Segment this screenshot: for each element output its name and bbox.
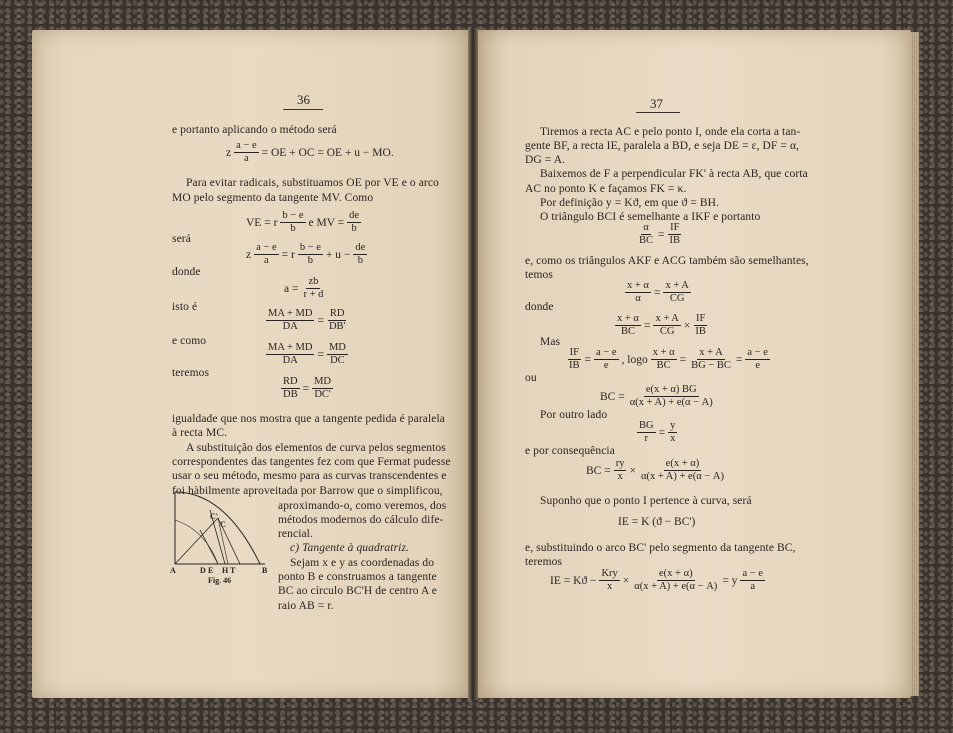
equation: z $\frac{a - e}{a}$ = r $\frac{b - e}{b}$ + u − $\frac{de}{b}$: [246, 242, 366, 266]
text-line: teremos: [172, 367, 210, 379]
fraction-num: de: [355, 242, 366, 253]
equation: BC = $\frac{ry}{x}$ × $\frac{e(x + \alpha)}{\alpha(x + A) + e(\alpha - A)}$: [586, 458, 724, 482]
fraction-num: b − e: [299, 242, 321, 253]
fraction-num: a − e: [596, 347, 617, 358]
equation: [600, 384, 716, 409]
equation: $\frac{MA + MD}{DA}$ = $\frac{RD}{DB'}$: [268, 308, 346, 332]
page-number-rule: [283, 109, 323, 110]
fraction-num: x + α: [627, 280, 649, 291]
page-number-rule: [636, 112, 680, 113]
text-line: Sejam x e y as coordenadas do: [290, 557, 435, 569]
text-line: DG = A.: [525, 154, 566, 166]
fraction-num: de: [349, 210, 360, 221]
equation-text: + u −: [325, 248, 351, 261]
fraction-num: x + α: [652, 347, 675, 358]
figure-caption: Fig. 46: [208, 576, 232, 585]
page-number-left: 36: [297, 92, 310, 107]
text-line: gente BF, a recta IE, paralela a BD, e seja DE = ε, DF = α,: [525, 140, 800, 152]
fraction-den: b: [290, 223, 296, 234]
fraction-num: α: [643, 222, 649, 233]
text-line: ou: [525, 372, 537, 384]
equation: IE = Kϑ − $\frac{\text{Kry}}{x}$ × $\frac{e(x + \alpha)}{\alpha(x + A) + e(\alpha - A)}$ = y $\frac{a - e}{a}$: [550, 568, 763, 592]
equation: [284, 276, 326, 301]
book-gutter: [468, 28, 478, 700]
equation: $\frac{x + \alpha}{BC}$ = $\frac{x + A}{CG}$ × $\frac{IF}{IB}$: [617, 313, 706, 337]
fraction-den: α(x + A) + e(α − A): [629, 397, 713, 408]
fraction-den: α: [635, 293, 641, 304]
fraction-den: a: [244, 153, 249, 164]
fraction-num: MA + MD: [268, 342, 313, 353]
text-line: Tiremos a recta AC e pelo ponto I, onde ela corta a tan-: [540, 126, 801, 138]
text-line: ponto B e construamos a tangente: [278, 571, 437, 583]
equation: $\frac{x + \alpha}{\alpha}$ = $\frac{x + A}{CG}$: [627, 280, 689, 304]
fraction-den: IB: [669, 235, 681, 246]
fraction-num: x + A: [665, 280, 689, 291]
equation-text: e MV =: [308, 216, 345, 229]
fraction-den: IB: [695, 326, 706, 337]
section-heading: c) Tangente à quadratriz.: [290, 542, 409, 554]
fraction-num: Kry: [601, 568, 618, 579]
fraction-num: a − e: [742, 568, 763, 579]
text-line: Suponho que o ponto I pertence à curva, será: [540, 495, 752, 507]
figure-label: B: [262, 566, 268, 575]
fraction-num: MD: [314, 376, 332, 387]
fraction-den: α(x + A) + e(α − A): [634, 581, 718, 592]
text-line: Mas: [540, 336, 561, 348]
fraction-num: a − e: [236, 140, 257, 151]
text-line: donde: [172, 266, 201, 278]
fraction-den: BC: [620, 326, 635, 337]
text-line: A substituição dos elementos de curva pelos segmentos: [186, 442, 446, 454]
equation-text: BC =: [600, 390, 625, 403]
fraction-num: e(x + α): [665, 458, 700, 469]
text-line: será: [172, 233, 191, 245]
figure-label: E: [208, 566, 214, 575]
text-line: Por outro lado: [540, 409, 608, 421]
text-line: BC ao círculo BC'H de centro A e: [278, 585, 437, 597]
fraction-den: BC: [639, 235, 654, 246]
fraction-num: IF: [670, 222, 680, 233]
text-line: temos: [525, 269, 553, 281]
figure-label: C': [210, 512, 218, 521]
text-line: MO pelo segmento da tangente MV. Como: [172, 192, 374, 204]
fraction-den: BC: [656, 360, 671, 371]
fraction-num: a − e: [747, 347, 768, 358]
fraction-num: y: [670, 420, 676, 431]
text-line: aproximando-o, como veremos, dos: [278, 500, 447, 512]
figure-label: C: [220, 520, 226, 529]
fraction-den: CG: [669, 293, 685, 304]
quadratrix-diagram: [170, 490, 270, 570]
equation-text: VE = r: [246, 216, 278, 229]
text-line: Por definição y = Kϑ, em que ϑ = BH.: [540, 197, 720, 209]
fraction-num: RD: [283, 376, 298, 387]
text-line: isto é: [172, 301, 198, 313]
fraction-den: CG: [659, 326, 675, 337]
fraction-den: DA: [282, 321, 298, 332]
text-line: Baixemos de F a perpendicular FK' à recta AB, que corta: [540, 168, 808, 180]
fraction-num: BG: [639, 420, 654, 431]
text-line: correspondentes das tangentes fez com que Fermat pudesse: [172, 456, 451, 468]
equation: $\frac{IF}{IB}$ = $\frac{a - e}{e}$ , logo $\frac{x + \alpha}{BC}$ = $\frac{x + A}{BG - BC}$ = $\frac{a - e}{e}$: [569, 347, 768, 371]
text-line: e, como os triângulos AKF e ACG também são semelhantes,: [525, 255, 809, 267]
fraction-den: b: [351, 223, 357, 234]
fraction-num: x + A: [655, 313, 679, 324]
text-line: e como: [172, 335, 207, 347]
fraction-den: a: [750, 581, 756, 592]
text-line: à recta MC.: [172, 427, 228, 439]
page-number-right: 37: [650, 96, 663, 111]
page-edges: [911, 32, 919, 696]
fraction-num: ry: [615, 458, 625, 469]
fraction-den: r + d: [303, 289, 324, 300]
fraction-num: IF: [569, 347, 579, 358]
equation: [246, 210, 362, 235]
equation: z $\frac{a - e}{a}$ = OE + OC = OE + u − MO.: [226, 140, 394, 164]
fraction-num: b − e: [282, 210, 304, 221]
fraction-num: IF: [695, 313, 706, 324]
text-line: foi hàbilmente aproveitada por Barrow que o simplificou,: [172, 485, 443, 497]
equation: IE = K (ϑ − BC'): [618, 516, 696, 528]
equation: $\frac{RD}{DB}$ = $\frac{MD}{DC'}$: [283, 376, 332, 400]
figure-label: H: [222, 566, 229, 575]
fraction-den: a: [264, 255, 269, 266]
text-line: igualdade que nos mostra que a tangente pedida é paralela: [172, 413, 445, 425]
text-line: e, substituindo o arco BC' pelo segmento da tangente BC,: [525, 542, 796, 554]
equation-text: , logo: [621, 353, 648, 366]
fraction-den: DA: [282, 355, 298, 366]
equation-text: = OE + OC = OE + u − MO.: [261, 146, 394, 159]
text-line: AC no ponto K e façamos FK = κ.: [525, 183, 687, 195]
fraction-num: x + A: [699, 347, 723, 358]
fraction-num: RD: [329, 308, 345, 319]
text-line: rencial.: [278, 528, 313, 540]
fraction-num: zb: [308, 276, 319, 287]
fraction-num: MA + MD: [268, 308, 313, 319]
equation: $\frac{MA + MD}{DA}$ = $\frac{MD}{DC}$: [268, 342, 346, 366]
figure-label: A: [170, 566, 176, 575]
equation-text: = y: [722, 574, 738, 587]
figure-label: T: [230, 566, 236, 575]
text-line: O triângulo BCI é semelhante a IKF e portanto: [540, 211, 761, 223]
fraction-den: e: [603, 360, 609, 371]
text-line: teremos: [525, 556, 563, 568]
fraction-den: DB': [328, 321, 346, 332]
fraction-den: BG − BC: [691, 360, 731, 371]
fraction-den: IB: [569, 360, 580, 371]
text-line: donde: [525, 301, 554, 313]
fraction-num: MD: [328, 342, 346, 353]
text-line: Para evitar radicais, substituamos OE por VE e o arco: [186, 177, 439, 189]
fraction-den: DC': [314, 389, 331, 400]
equation-text: a =: [284, 282, 299, 295]
equation-text: IE = Kϑ −: [550, 574, 597, 587]
fraction-den: r: [644, 433, 649, 444]
fraction-den: b: [357, 255, 363, 266]
fraction-num: e(x + α) BG: [645, 384, 697, 395]
figure-label: D: [200, 566, 206, 575]
equation-text: BC =: [586, 464, 611, 477]
fraction-den: α(x + A) + e(α − A): [640, 471, 724, 482]
text-line: e por consequência: [525, 445, 615, 457]
text-line: raio AB = r.: [278, 600, 334, 612]
text-line: e portanto aplicando o método será: [172, 124, 337, 136]
text-line: usar o seu método, mesmo para as curvas transcendentes e: [172, 470, 447, 482]
fraction-num: a − e: [256, 242, 277, 253]
equation: $\frac{BG}{r}$ = $\frac{y}{x}$: [639, 420, 676, 444]
figure-46: [170, 490, 270, 585]
text-line: métodos modernos do cálculo dife-: [278, 514, 444, 526]
equation: $\frac{\alpha}{BC}$ = $\frac{IF}{IB}$: [639, 222, 681, 246]
fraction-den: x: [670, 433, 676, 444]
fraction-den: DC: [330, 355, 345, 366]
fraction-den: DB: [283, 389, 298, 400]
equation-text: = r: [281, 248, 295, 261]
fraction-num: x + α: [617, 313, 639, 324]
fraction-den: e: [755, 360, 760, 371]
fraction-den: x: [617, 471, 623, 482]
fraction-den: b: [307, 255, 313, 266]
fraction-den: x: [607, 581, 613, 592]
fraction-num: e(x + α): [659, 568, 693, 579]
